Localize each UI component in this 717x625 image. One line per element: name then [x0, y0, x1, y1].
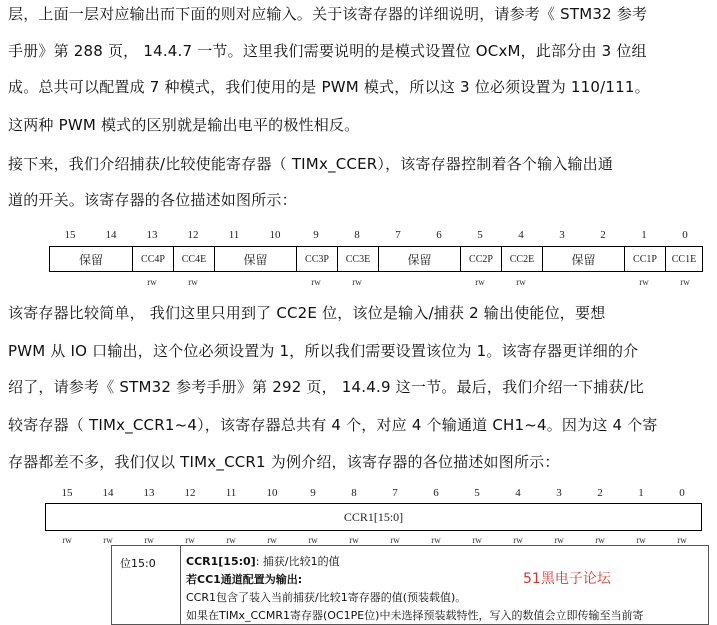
- bit-number: 1: [638, 487, 644, 499]
- bit-number: 15: [64, 229, 76, 241]
- text-line: 该寄存器比较简单， 我们这里只用到了 CC2E 位，该位是输入/捕获 2 输出使能位，要想: [8, 304, 606, 322]
- access-label: rw: [636, 535, 646, 545]
- bit-number: 4: [515, 487, 521, 499]
- reserved-field: 保留: [378, 247, 460, 271]
- text-line: 成。总共可以配置成 7 种模式，我们使用的是 PWM 模式，所以这 3 位必须设置为 110/111。: [8, 78, 650, 96]
- access-label: rw: [475, 277, 485, 287]
- text-line: 手册》第 288 页， 14.4.7 一节。这里我们需要说明的是模式设置位 OCxM，此部分由 3 位组: [8, 42, 647, 60]
- reserved-field: 保留: [214, 247, 296, 271]
- bit-number: 5: [474, 487, 480, 499]
- description-line: CCR1包含了装入当前捕获/比较1寄存器的值(预装载值)。: [186, 591, 467, 604]
- bit-number: 11: [225, 487, 237, 499]
- access-label: rw: [144, 535, 154, 545]
- bit-number: 1: [641, 229, 647, 241]
- watermark: 51黑电子论坛: [523, 571, 611, 587]
- bit-number: 6: [433, 487, 439, 499]
- reserved-field: 保留: [78, 252, 103, 267]
- text-line: 层，上面一层对应输出而下面的则对应输入。关于该寄存器的详细说明，请参考《 STM32 参考: [8, 5, 648, 23]
- cc3p-field: CC3P: [296, 247, 337, 271]
- access-label: rw: [677, 535, 687, 545]
- access-label: rw: [185, 535, 195, 545]
- bit-number: 13: [143, 487, 155, 499]
- bit-number: 13: [146, 229, 158, 241]
- access-label: rw: [680, 277, 690, 287]
- bit-number: 8: [354, 229, 360, 241]
- text-line: 较寄存器（ TIMx_CCR1~4），该寄存器总共有 4 个，对应 4 个输通道 CH1~4。因为这 4 个寄: [8, 416, 658, 434]
- field-title: [186, 553, 340, 569]
- bit-number: 10: [269, 229, 281, 241]
- text-line: 这两种 PWM 模式的区别就是输出电平的极性相反。: [8, 116, 360, 134]
- bit-number: 3: [556, 487, 562, 499]
- bit-description-table: [111, 545, 709, 625]
- bit-number: 14: [102, 487, 114, 499]
- bit-number: 0: [682, 229, 688, 241]
- text-line: PWM 从 IO 口输出，这个位必须设置为 1，所以我们需要设置该位为 1。该寄存器更详细的介: [8, 342, 639, 360]
- bit-number: 7: [392, 487, 398, 499]
- condition-line: 若CC1通道配置为输出:: [186, 573, 303, 586]
- bit-number: 11: [228, 229, 240, 241]
- bit-number: 2: [597, 487, 603, 499]
- cc1e-field: CC1E: [665, 247, 702, 271]
- cc1p-field: CC1P: [624, 247, 665, 271]
- cc2p-field: CC2P: [460, 247, 501, 271]
- access-label: rw: [513, 535, 523, 545]
- access-label: rw: [516, 277, 526, 287]
- bit-range-label: 位15:0: [120, 557, 156, 570]
- access-label: rw: [62, 535, 72, 545]
- access-label: rw: [595, 535, 605, 545]
- bit-number: 7: [395, 229, 401, 241]
- access-label: rw: [554, 535, 564, 545]
- access-label: rw: [639, 277, 649, 287]
- bit-number: 6: [436, 229, 442, 241]
- ccr1-field: CCR1[15:0]: [45, 503, 702, 531]
- access-label: rw: [390, 535, 400, 545]
- bit-number: 4: [518, 229, 524, 241]
- ccer-register-row: [49, 246, 703, 272]
- bit-number: 14: [105, 229, 117, 241]
- bit-number: 3: [559, 229, 565, 241]
- bit-number: 9: [313, 229, 319, 241]
- access-label: rw: [352, 277, 362, 287]
- cc3e-field: CC3E: [337, 247, 378, 271]
- access-label: rw: [349, 535, 359, 545]
- bit-number: 0: [679, 487, 685, 499]
- access-label: rw: [226, 535, 236, 545]
- bit-number: 8: [351, 487, 357, 499]
- access-label: rw: [431, 535, 441, 545]
- access-label: rw: [188, 277, 198, 287]
- cc2e-field: CC2E: [501, 247, 542, 271]
- field-name: CCR1[15:0]: [186, 555, 256, 568]
- field-summary: : 捕获/比较1的值: [255, 555, 340, 568]
- access-label: rw: [311, 277, 321, 287]
- bit-number: 2: [600, 229, 606, 241]
- access-label: rw: [147, 277, 157, 287]
- text-line: 接下来，我们介绍捕获/比较使能寄存器（ TIMx_CCER），该寄存器控制着各个输入输出通: [8, 155, 614, 173]
- text-line: 存器都差不多，我们仅以 TIMx_CCR1 为例介绍，该寄存器的各位描述如图所示：: [8, 453, 560, 471]
- bit-range-cell: [112, 546, 181, 624]
- bit-number: 15: [61, 487, 73, 499]
- text-line: 道的开关。该寄存器的各位描述如图所示：: [8, 191, 297, 209]
- cc4e-field: CC4E: [173, 247, 214, 271]
- bit-number: 9: [310, 487, 316, 499]
- reserved-field: 保留: [542, 247, 624, 271]
- access-label: rw: [308, 535, 318, 545]
- bit-number: 10: [266, 487, 278, 499]
- cc4p-field: CC4P: [132, 247, 173, 271]
- access-label: rw: [267, 535, 277, 545]
- text-line: 绍了，请参考《 STM32 参考手册》第 292 页， 14.4.9 这一节。最后，我们介绍一下捕获/比: [8, 378, 645, 396]
- access-label: rw: [103, 535, 113, 545]
- description-line: 如果在TIMx_CCMR1寄存器(OC1PE位)中未选择预装载特性，写入的数值会立即传输至当前寄: [186, 609, 644, 622]
- access-label: rw: [472, 535, 482, 545]
- bit-number: 12: [184, 487, 196, 499]
- bit-number: 5: [477, 229, 483, 241]
- bit-number: 12: [187, 229, 199, 241]
